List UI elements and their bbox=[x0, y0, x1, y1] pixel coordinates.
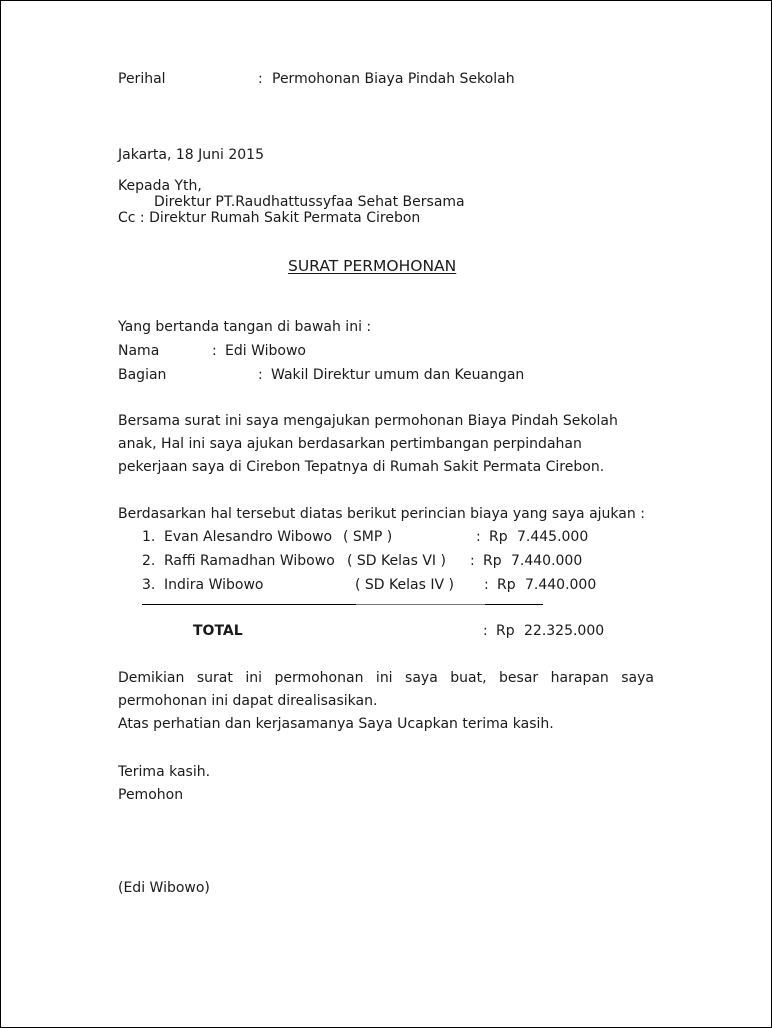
cost-list-intro: Berdasarkan hal tersebut diatas berikut perincian biaya yang saya ajukan : bbox=[118, 506, 645, 522]
letter-title: SURAT PERMOHONAN bbox=[288, 257, 457, 275]
name-separator: : bbox=[212, 343, 217, 359]
subject-label: Perihal bbox=[118, 71, 166, 87]
item-currency: Rp bbox=[489, 529, 508, 545]
item-separator: : bbox=[476, 529, 481, 545]
closing-line-1: Demikian surat ini permohonan ini saya buat, besar harapan saya bbox=[118, 670, 654, 686]
item-amount: 7.440.000 bbox=[525, 577, 597, 593]
item-name: Indira Wibowo bbox=[164, 577, 264, 593]
item-currency: Rp bbox=[483, 553, 502, 569]
item-name: Evan Alesandro Wibowo bbox=[164, 529, 333, 545]
total-currency: Rp bbox=[496, 623, 515, 639]
paragraph-1-line-1: Bersama surat ini saya mengajukan permohonan Biaya Pindah Sekolah bbox=[118, 413, 618, 429]
total-separator: : bbox=[483, 623, 488, 639]
subject-separator: : bbox=[258, 71, 263, 87]
subject-value: Permohonan Biaya Pindah Sekolah bbox=[272, 71, 515, 87]
total-amount: 22.325.000 bbox=[524, 623, 605, 639]
item-grade: ( SD Kelas VI ) bbox=[347, 553, 446, 569]
item-separator: : bbox=[484, 577, 489, 593]
item-separator: : bbox=[470, 553, 475, 569]
addressee-label: Kepada Yth, bbox=[118, 178, 202, 194]
applicant-label: Pemohon bbox=[118, 787, 184, 803]
total-rule-left bbox=[142, 604, 356, 605]
thanks-line: Terima kasih. bbox=[118, 764, 211, 780]
total-label: TOTAL bbox=[193, 623, 243, 639]
item-grade: ( SD Kelas IV ) bbox=[355, 577, 454, 593]
item-number: 3. bbox=[142, 577, 156, 593]
item-number: 1. bbox=[142, 529, 156, 545]
item-number: 2. bbox=[142, 553, 156, 569]
item-currency: Rp bbox=[497, 577, 516, 593]
paragraph-1-line-2: anak, Hal ini saya ajukan berdasarkan pertimbangan perpindahan bbox=[118, 436, 582, 452]
name-value: Edi Wibowo bbox=[225, 343, 306, 359]
intro-line: Yang bertanda tangan di bawah ini : bbox=[118, 319, 372, 335]
name-label: Nama bbox=[118, 343, 160, 359]
place-date: Jakarta, 18 Juni 2015 bbox=[118, 147, 264, 163]
signature-name: (Edi Wibowo) bbox=[118, 880, 210, 896]
total-rule-right bbox=[485, 604, 543, 605]
addressee-recipient: Direktur PT.Raudhattussyfaa Sehat Bersama bbox=[154, 194, 465, 210]
item-amount: 7.445.000 bbox=[517, 529, 589, 545]
dept-value: Wakil Direktur umum dan Keuangan bbox=[271, 367, 525, 383]
item-grade: ( SMP ) bbox=[343, 529, 393, 545]
closing-line-3: Atas perhatian dan kerjasamanya Saya Ucapkan terima kasih. bbox=[118, 716, 554, 732]
total-rule-middle bbox=[356, 604, 485, 605]
closing-line-2: permohonan ini dapat direalisasikan. bbox=[118, 693, 378, 709]
item-amount: 7.440.000 bbox=[511, 553, 583, 569]
dept-separator: : bbox=[258, 367, 263, 383]
paragraph-1-line-3: pekerjaan saya di Cirebon Tepatnya di Rumah Sakit Permata Cirebon. bbox=[118, 459, 605, 475]
dept-label: Bagian bbox=[118, 367, 167, 383]
cc-line: Cc : Direktur Rumah Sakit Permata Cirebon bbox=[118, 210, 421, 226]
item-name: Raffi Ramadhan Wibowo bbox=[164, 553, 335, 569]
